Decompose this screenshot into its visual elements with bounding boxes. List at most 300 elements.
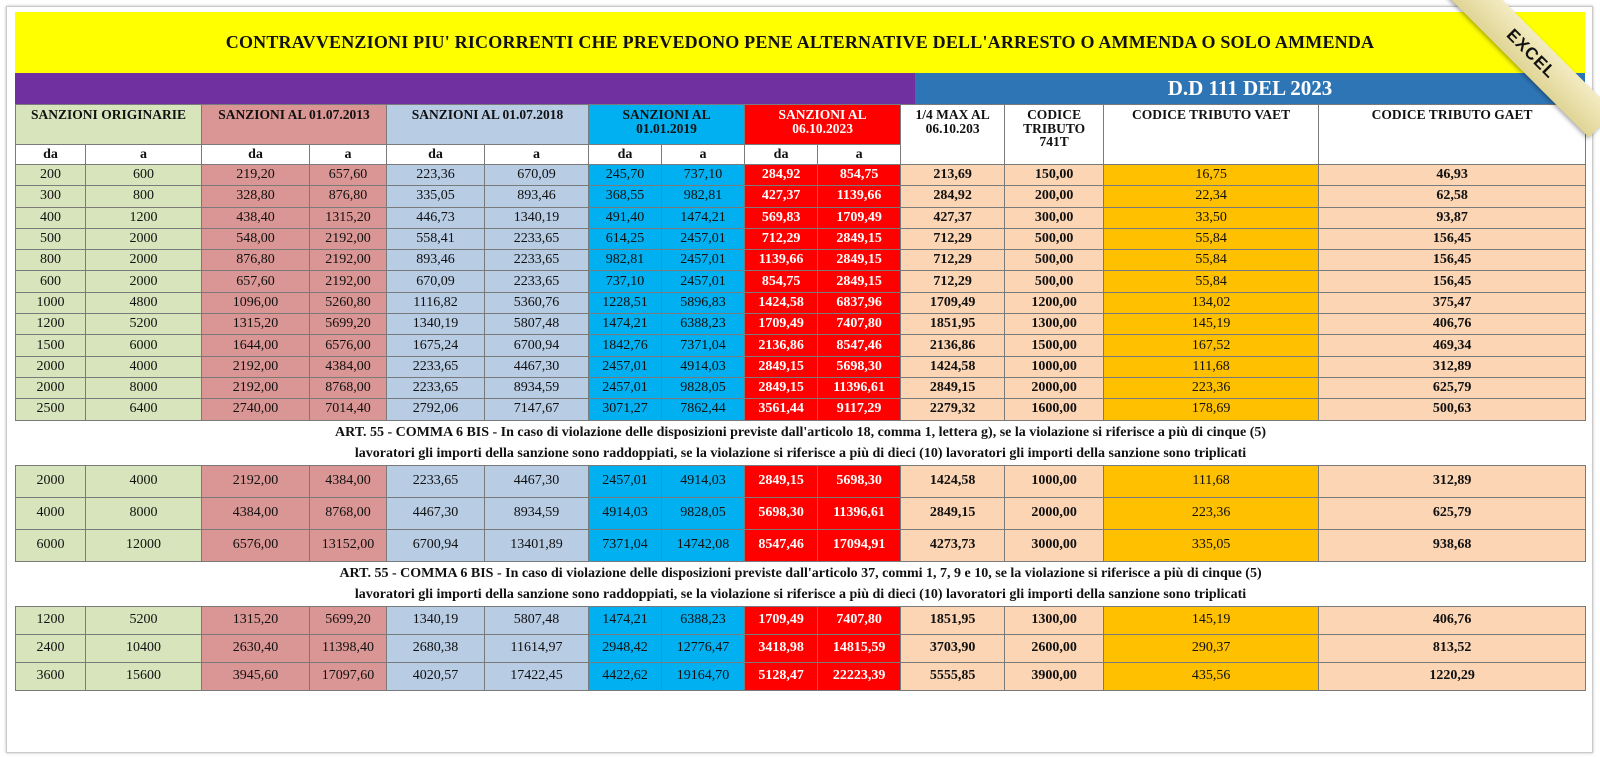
- table-cell: 2849,15: [901, 377, 1005, 398]
- table-row: [16, 228, 1586, 249]
- table-cell: 625,79: [1319, 497, 1586, 529]
- table-cell: 17097,60: [310, 662, 387, 690]
- table-cell: 2740,00: [202, 399, 310, 420]
- table-cell: 406,76: [1319, 314, 1586, 335]
- table-cell: 335,05: [387, 186, 485, 207]
- table-cell: 4422,62: [589, 662, 662, 690]
- table-cell: 5260,80: [310, 292, 387, 313]
- table-cell: 6837,96: [818, 292, 901, 313]
- table-cell: 5200: [86, 314, 202, 335]
- table-cell: 2457,01: [662, 228, 745, 249]
- subheader-a: a: [485, 145, 589, 165]
- table-cell: 558,41: [387, 228, 485, 249]
- table-cell: 5555,85: [901, 662, 1005, 690]
- table-cell: 8547,46: [818, 335, 901, 356]
- table-cell: 1474,21: [662, 207, 745, 228]
- table-cell: 2849,15: [818, 228, 901, 249]
- table-cell: 4273,73: [901, 529, 1005, 561]
- table-cell: 13401,89: [485, 529, 589, 561]
- table-cell: 145,19: [1104, 314, 1319, 335]
- table-cell: 1200,00: [1005, 292, 1104, 313]
- table-cell: 5699,20: [310, 606, 387, 634]
- table-cell: 223,36: [1104, 377, 1319, 398]
- table-cell: 2849,15: [745, 356, 818, 377]
- table-cell: 2457,01: [662, 271, 745, 292]
- table-cell: 4467,30: [485, 356, 589, 377]
- table-cell: 5360,76: [485, 292, 589, 313]
- header-vaet: CODICE TRIBUTO VAET: [1104, 105, 1319, 165]
- table-cell: 1315,20: [202, 314, 310, 335]
- table-cell: 2192,00: [202, 356, 310, 377]
- table-cell: 2849,15: [745, 377, 818, 398]
- note-line: ART. 55 - COMMA 6 BIS - In caso di violazione delle disposizioni previste dall'articolo 37, commi 1, 7, 9 e 10, se la violazione si riferisce a più di cinque (5): [339, 565, 1262, 581]
- table-cell: 11398,40: [310, 634, 387, 662]
- table-cell: 893,46: [387, 250, 485, 271]
- table-cell: 5698,30: [818, 356, 901, 377]
- table-cell: 290,37: [1104, 634, 1319, 662]
- table-cell: 500,00: [1005, 250, 1104, 271]
- table-cell: 625,79: [1319, 377, 1586, 398]
- table-cell: 4000: [86, 356, 202, 377]
- table-cell: 1315,20: [202, 606, 310, 634]
- table-cell: 5807,48: [485, 314, 589, 335]
- table-cell: 8547,46: [745, 529, 818, 561]
- table-cell: 9117,29: [818, 399, 901, 420]
- table-cell: 2000: [86, 271, 202, 292]
- table-cell: 16,75: [1104, 165, 1319, 186]
- table-cell: 2000,00: [1005, 377, 1104, 398]
- table-cell: 7147,67: [485, 399, 589, 420]
- table-row: [16, 207, 1586, 228]
- table-row: [16, 356, 1586, 377]
- table-cell: 5128,47: [745, 662, 818, 690]
- table-cell: 4020,57: [387, 662, 485, 690]
- table-cell: 2680,38: [387, 634, 485, 662]
- table-cell: 375,47: [1319, 292, 1586, 313]
- table-cell: 19164,70: [662, 662, 745, 690]
- table-cell: 1424,58: [745, 292, 818, 313]
- table-cell: 400: [16, 207, 86, 228]
- note-line: lavoratori gli importi della sanzione sono raddoppiati, se la violazione si riferisce a più di dieci (10) lavoratori gli importi della sanzione sono triplicati: [354, 445, 1247, 461]
- table-cell: 2948,42: [589, 634, 662, 662]
- header-2023: SANZIONI AL 06.10.2023: [745, 105, 901, 145]
- table-cell: 4467,30: [387, 497, 485, 529]
- table-cell: 300,00: [1005, 207, 1104, 228]
- subheader-da: da: [202, 145, 310, 165]
- table-cell: 737,10: [662, 165, 745, 186]
- table-cell: 2849,15: [901, 497, 1005, 529]
- table-cell: 8768,00: [310, 377, 387, 398]
- table-cell: 1709,49: [745, 314, 818, 335]
- table-cell: 93,87: [1319, 207, 1586, 228]
- table-row: [16, 497, 1586, 529]
- table-row: [16, 292, 1586, 313]
- table-cell: 245,70: [589, 165, 662, 186]
- table-cell: 7371,04: [589, 529, 662, 561]
- table-cell: 548,00: [202, 228, 310, 249]
- table-cell: 2000,00: [1005, 497, 1104, 529]
- table-row: [16, 271, 1586, 292]
- subheader-a: a: [86, 145, 202, 165]
- table-cell: 1200: [16, 314, 86, 335]
- article-note: [16, 420, 1586, 465]
- table-cell: 2233,65: [387, 465, 485, 497]
- table-cell: 5698,30: [818, 465, 901, 497]
- table-cell: 111,68: [1104, 356, 1319, 377]
- table-cell: 7407,80: [818, 314, 901, 335]
- table-row: [16, 529, 1586, 561]
- table-cell: 893,46: [485, 186, 589, 207]
- table-cell: 17094,91: [818, 529, 901, 561]
- table-cell: 1228,51: [589, 292, 662, 313]
- table-row: [16, 399, 1586, 420]
- table-cell: 2457,01: [589, 356, 662, 377]
- table-cell: 2457,01: [662, 250, 745, 271]
- table-cell: 737,10: [589, 271, 662, 292]
- table-cell: 200,00: [1005, 186, 1104, 207]
- table-cell: 3945,60: [202, 662, 310, 690]
- table-cell: 1851,95: [901, 606, 1005, 634]
- table-cell: 6400: [86, 399, 202, 420]
- table-cell: 657,60: [310, 165, 387, 186]
- table-cell: 2233,65: [485, 228, 589, 249]
- table-cell: 1675,24: [387, 335, 485, 356]
- header-codice-741t: CODICE TRIBUTO 741T: [1005, 105, 1104, 165]
- table-cell: 854,75: [818, 165, 901, 186]
- table-cell: 335,05: [1104, 529, 1319, 561]
- table-row: [16, 165, 1586, 186]
- table-cell: 312,89: [1319, 465, 1586, 497]
- table-cell: 14815,59: [818, 634, 901, 662]
- table-cell: 1200: [86, 207, 202, 228]
- table-cell: 712,29: [901, 271, 1005, 292]
- table-cell: 438,40: [202, 207, 310, 228]
- table-cell: 600: [16, 271, 86, 292]
- table-cell: 1000,00: [1005, 356, 1104, 377]
- table-cell: 6388,23: [662, 314, 745, 335]
- table-cell: 2500: [16, 399, 86, 420]
- table-cell: 614,25: [589, 228, 662, 249]
- table-cell: 11396,61: [818, 377, 901, 398]
- table-cell: 712,29: [901, 250, 1005, 271]
- table-cell: 854,75: [745, 271, 818, 292]
- table-cell: 427,37: [901, 207, 1005, 228]
- header-2019: SANZIONI AL 01.01.2019: [589, 105, 745, 145]
- table-cell: 670,09: [485, 165, 589, 186]
- table-cell: 3561,44: [745, 399, 818, 420]
- table-cell: 876,80: [202, 250, 310, 271]
- table-cell: 111,68: [1104, 465, 1319, 497]
- table-row: [16, 634, 1586, 662]
- table-cell: 6700,94: [387, 529, 485, 561]
- table-cell: 15600: [86, 662, 202, 690]
- table-cell: 2849,15: [745, 465, 818, 497]
- table-cell: 46,93: [1319, 165, 1586, 186]
- header-row-1: [16, 105, 1586, 145]
- table-cell: 6388,23: [662, 606, 745, 634]
- table-cell: 1842,76: [589, 335, 662, 356]
- table-cell: 134,02: [1104, 292, 1319, 313]
- table-cell: 1315,20: [310, 207, 387, 228]
- table-cell: 4914,03: [589, 497, 662, 529]
- table-cell: 5807,48: [485, 606, 589, 634]
- table-cell: 150,00: [1005, 165, 1104, 186]
- subheader-da: da: [387, 145, 485, 165]
- note-row: [16, 420, 1586, 465]
- article-note: [16, 561, 1586, 606]
- table-cell: 8934,59: [485, 377, 589, 398]
- table-cell: 982,81: [662, 186, 745, 207]
- table-cell: 1709,49: [745, 606, 818, 634]
- subheader-da: da: [589, 145, 662, 165]
- table-row: [16, 377, 1586, 398]
- table-cell: 4384,00: [310, 465, 387, 497]
- table-cell: 3600: [16, 662, 86, 690]
- table-cell: 3071,27: [589, 399, 662, 420]
- table-cell: 167,52: [1104, 335, 1319, 356]
- table-cell: 11614,97: [485, 634, 589, 662]
- table-cell: 2233,65: [485, 250, 589, 271]
- table-cell: 2279,32: [901, 399, 1005, 420]
- table-cell: 3703,90: [901, 634, 1005, 662]
- table-cell: 368,55: [589, 186, 662, 207]
- table-cell: 2000: [16, 377, 86, 398]
- table-cell: 406,76: [1319, 606, 1586, 634]
- table-cell: 813,52: [1319, 634, 1586, 662]
- table-cell: 2000: [86, 228, 202, 249]
- table-cell: 2192,00: [310, 271, 387, 292]
- table-cell: 4914,03: [662, 465, 745, 497]
- table-cell: 4914,03: [662, 356, 745, 377]
- table-cell: 1340,19: [485, 207, 589, 228]
- table-cell: 1116,82: [387, 292, 485, 313]
- table-cell: 33,50: [1104, 207, 1319, 228]
- table-cell: 938,68: [1319, 529, 1586, 561]
- table-cell: 9828,05: [662, 497, 745, 529]
- table-cell: 10400: [86, 634, 202, 662]
- table-cell: 62,58: [1319, 186, 1586, 207]
- table-cell: 2000: [86, 250, 202, 271]
- table-row: [16, 335, 1586, 356]
- table-cell: 156,45: [1319, 250, 1586, 271]
- table-cell: 2233,65: [387, 356, 485, 377]
- table-cell: 1644,00: [202, 335, 310, 356]
- table-cell: 328,80: [202, 186, 310, 207]
- table-cell: 2849,15: [818, 271, 901, 292]
- table-row: [16, 314, 1586, 335]
- table-cell: 1200: [16, 606, 86, 634]
- table-cell: 17422,45: [485, 662, 589, 690]
- table-cell: 1139,66: [818, 186, 901, 207]
- table-cell: 4384,00: [202, 497, 310, 529]
- table-cell: 427,37: [745, 186, 818, 207]
- table-cell: 657,60: [202, 271, 310, 292]
- table-cell: 3418,98: [745, 634, 818, 662]
- table-cell: 712,29: [901, 228, 1005, 249]
- table-cell: 2136,86: [745, 335, 818, 356]
- table-cell: 6576,00: [202, 529, 310, 561]
- purple-band: [15, 73, 915, 104]
- table-cell: 600: [86, 165, 202, 186]
- table-cell: 2457,01: [589, 465, 662, 497]
- header-2018: SANZIONI AL 01.07.2018: [387, 105, 589, 145]
- table-cell: 1340,19: [387, 314, 485, 335]
- table-cell: 2400: [16, 634, 86, 662]
- table-cell: 8000: [86, 497, 202, 529]
- table-cell: 2233,65: [387, 377, 485, 398]
- table-cell: 200: [16, 165, 86, 186]
- table-cell: 7014,40: [310, 399, 387, 420]
- table-cell: 2630,40: [202, 634, 310, 662]
- table-cell: 156,45: [1319, 271, 1586, 292]
- table-cell: 213,69: [901, 165, 1005, 186]
- table-cell: 1474,21: [589, 606, 662, 634]
- table-cell: 1474,21: [589, 314, 662, 335]
- table-cell: 7371,04: [662, 335, 745, 356]
- table-cell: 2192,00: [310, 228, 387, 249]
- table-cell: 876,80: [310, 186, 387, 207]
- table-cell: 55,84: [1104, 250, 1319, 271]
- table-cell: 22,34: [1104, 186, 1319, 207]
- table-row: [16, 250, 1586, 271]
- table-cell: 2233,65: [485, 271, 589, 292]
- table-cell: 1096,00: [202, 292, 310, 313]
- table-cell: 4000: [16, 497, 86, 529]
- table-cell: 500: [16, 228, 86, 249]
- table-cell: 156,45: [1319, 228, 1586, 249]
- table-cell: 1139,66: [745, 250, 818, 271]
- table-cell: 1340,19: [387, 606, 485, 634]
- table-cell: 569,83: [745, 207, 818, 228]
- table-cell: 4800: [86, 292, 202, 313]
- subheader-a: a: [662, 145, 745, 165]
- note-line: lavoratori gli importi della sanzione sono raddoppiati, se la violazione si riferisce a più di dieci (10) lavoratori gli importi della sanzione sono triplicati: [354, 586, 1247, 602]
- table-cell: 2792,06: [387, 399, 485, 420]
- table-cell: 1500,00: [1005, 335, 1104, 356]
- table-cell: 145,19: [1104, 606, 1319, 634]
- table-cell: 435,56: [1104, 662, 1319, 690]
- table-cell: 1000: [16, 292, 86, 313]
- table-cell: 3000,00: [1005, 529, 1104, 561]
- table-cell: 5699,20: [310, 314, 387, 335]
- table-cell: 2000: [16, 465, 86, 497]
- table-row: [16, 662, 1586, 690]
- table-cell: 55,84: [1104, 271, 1319, 292]
- table-cell: 178,69: [1104, 399, 1319, 420]
- table-cell: 1300,00: [1005, 314, 1104, 335]
- table-cell: 1424,58: [901, 356, 1005, 377]
- table-cell: 2457,01: [589, 377, 662, 398]
- spreadsheet: [15, 12, 1585, 691]
- table-cell: 712,29: [745, 228, 818, 249]
- table-cell: 13152,00: [310, 529, 387, 561]
- table-cell: 8768,00: [310, 497, 387, 529]
- header-band: [15, 73, 1585, 104]
- header-gaet: CODICE TRIBUTO GAET: [1319, 105, 1586, 165]
- table-cell: 2136,86: [901, 335, 1005, 356]
- subheader-a: a: [818, 145, 901, 165]
- table-cell: 7862,44: [662, 399, 745, 420]
- table-cell: 2000: [16, 356, 86, 377]
- table-cell: 5896,83: [662, 292, 745, 313]
- subheader-da: da: [16, 145, 86, 165]
- table-cell: 1000,00: [1005, 465, 1104, 497]
- table-cell: 2192,00: [310, 250, 387, 271]
- table-cell: 55,84: [1104, 228, 1319, 249]
- table-cell: 8934,59: [485, 497, 589, 529]
- header-orig: SANZIONI ORIGINARIE: [16, 105, 202, 145]
- table-cell: 4384,00: [310, 356, 387, 377]
- table-cell: 1709,49: [901, 292, 1005, 313]
- table-cell: 469,34: [1319, 335, 1586, 356]
- table-cell: 4000: [86, 465, 202, 497]
- table-cell: 11396,61: [818, 497, 901, 529]
- table-cell: 1600,00: [1005, 399, 1104, 420]
- table-cell: 7407,80: [818, 606, 901, 634]
- table-cell: 223,36: [1104, 497, 1319, 529]
- table-row: [16, 606, 1586, 634]
- table-cell: 12776,47: [662, 634, 745, 662]
- table-cell: 500,63: [1319, 399, 1586, 420]
- table-cell: 2600,00: [1005, 634, 1104, 662]
- table-cell: 5200: [86, 606, 202, 634]
- excel-corner-badge: EXCEL: [1448, 0, 1600, 137]
- note-row: [16, 561, 1586, 606]
- table-row: [16, 186, 1586, 207]
- sanctions-table: [15, 104, 1586, 691]
- table-cell: 6576,00: [310, 335, 387, 356]
- header-2013: SANZIONI AL 01.07.2013: [202, 105, 387, 145]
- table-cell: 491,40: [589, 207, 662, 228]
- table-cell: 312,89: [1319, 356, 1586, 377]
- table-cell: 2192,00: [202, 377, 310, 398]
- table-cell: 982,81: [589, 250, 662, 271]
- table-cell: 284,92: [745, 165, 818, 186]
- table-cell: 670,09: [387, 271, 485, 292]
- subheader-a: a: [310, 145, 387, 165]
- table-cell: 800: [86, 186, 202, 207]
- table-cell: 1500: [16, 335, 86, 356]
- table-cell: 12000: [86, 529, 202, 561]
- subheader-da: da: [745, 145, 818, 165]
- table-cell: 223,36: [387, 165, 485, 186]
- dd-band-label: D.D 111 DEL 2023: [915, 73, 1585, 104]
- header-quarter-max: 1/4 MAX AL 06.10.203: [901, 105, 1005, 165]
- table-cell: 2192,00: [202, 465, 310, 497]
- table-cell: 3900,00: [1005, 662, 1104, 690]
- table-row: [16, 465, 1586, 497]
- table-cell: 446,73: [387, 207, 485, 228]
- table-cell: 5698,30: [745, 497, 818, 529]
- table-cell: 800: [16, 250, 86, 271]
- table-cell: 219,20: [202, 165, 310, 186]
- table-cell: 1300,00: [1005, 606, 1104, 634]
- table-cell: 284,92: [901, 186, 1005, 207]
- sheet-title: CONTRAVVENZIONI PIU' RICORRENTI CHE PREVEDONO PENE ALTERNATIVE DELL'ARRESTO O AMMENDA O SOLO AMMENDA: [15, 12, 1585, 73]
- table-cell: 6000: [16, 529, 86, 561]
- table-cell: 6700,94: [485, 335, 589, 356]
- note-line: ART. 55 - COMMA 6 BIS - In caso di violazione delle disposizioni previste dall'articolo 18, comma 1, lettera g), se la violazione si riferisce a più di cinque (5): [334, 424, 1267, 440]
- table-cell: 500,00: [1005, 271, 1104, 292]
- table-cell: 1220,29: [1319, 662, 1586, 690]
- table-cell: 14742,08: [662, 529, 745, 561]
- table-cell: 300: [16, 186, 86, 207]
- table-cell: 1424,58: [901, 465, 1005, 497]
- table-cell: 6000: [86, 335, 202, 356]
- table-cell: 9828,05: [662, 377, 745, 398]
- table-cell: 1851,95: [901, 314, 1005, 335]
- table-cell: 22223,39: [818, 662, 901, 690]
